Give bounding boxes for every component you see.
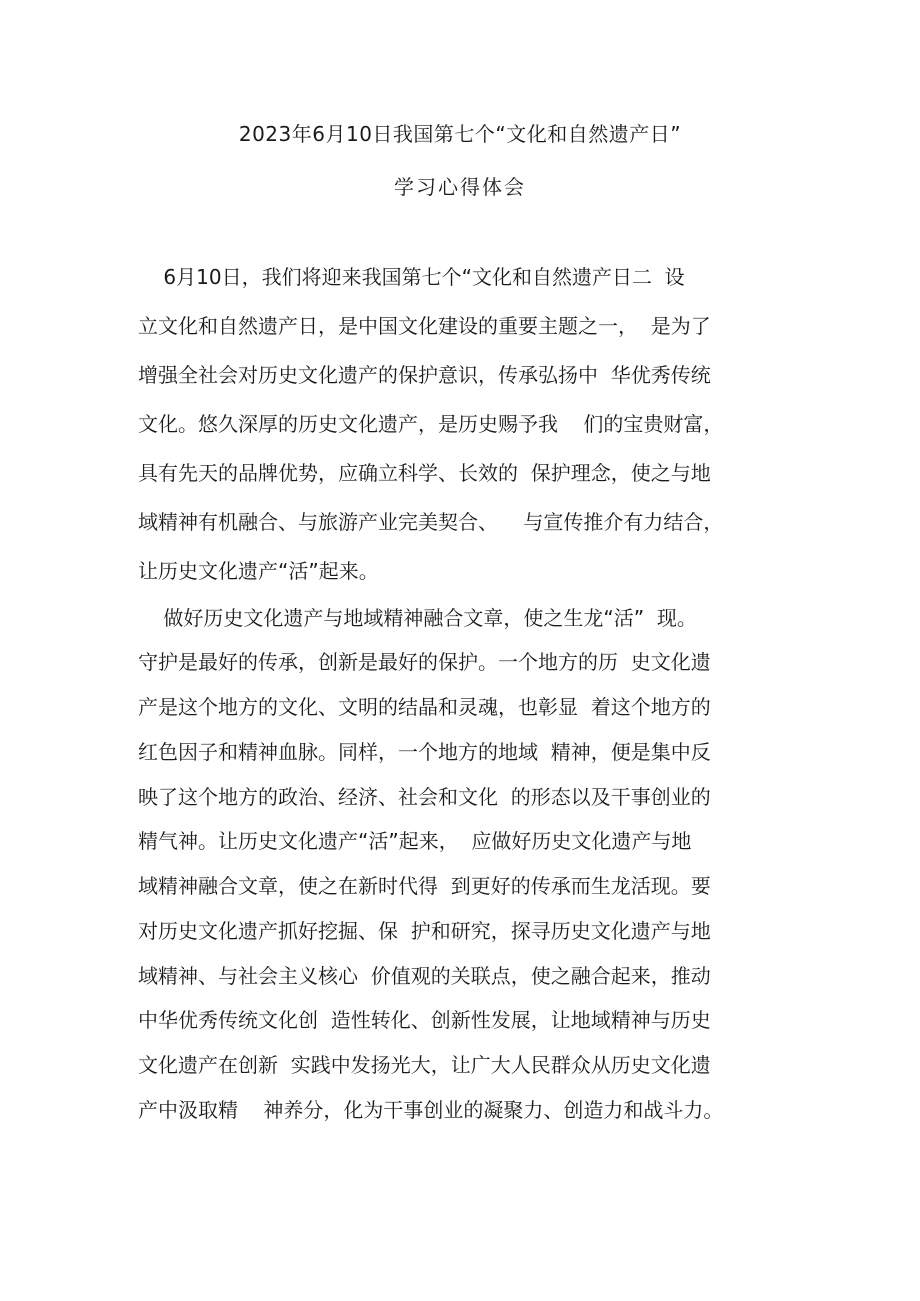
paragraph-line: 6月10日，我们将迎来我国第七个“文化和自然遗产日二 设 <box>138 265 685 289</box>
paragraph-line: 让历史文化遗产“活”起来。 <box>138 559 379 583</box>
paragraph-line: 增强全社会对历史文化遗产的保护意识，传承弘扬中 华优秀传统 <box>138 363 711 387</box>
paragraph-line: 守护是最好的传承，创新是最好的保护。一个地方的历 史文化遗 <box>138 650 711 674</box>
paragraph-line: 文化遗产在创新 实践中发扬光大，让广大人民群众从历史文化遗 <box>138 1053 711 1077</box>
paragraph-line: 产中汲取精 神养分，化为干事创业的凝聚力、创造力和战斗力。 <box>138 1098 724 1122</box>
paragraph-line: 对历史文化遗产抓好挖掘、保 护和研究，探寻历史文化遗产与地 <box>138 919 711 943</box>
paragraph-line: 域精神有机融合、与旅游产业完美契合、 与宣传推介有力结合， <box>138 510 724 534</box>
paragraph-line: 产是这个地方的文化、文明的结晶和灵魂，也彰显 着这个地方的 <box>138 695 711 719</box>
paragraph-line: 域精神、与社会主义核心 价值观的关联点，使之融合起来，推动 <box>138 964 711 988</box>
document-title-line-2: 学习心得体会 <box>394 175 526 199</box>
paragraph-line: 具有先天的品牌优势，应确立科学、长效的 保护理念，使之与地 <box>138 461 711 485</box>
paragraph-line: 文化。悠久深厚的历史文化遗产，是历史赐予我 们的宝贵财富， <box>138 412 724 436</box>
paragraph-line: 中华优秀传统文化创 造性转化、创新性发展，让地域精神与历史 <box>138 1008 711 1032</box>
paragraph-line: 域精神融合文章，使之在新时代得 到更好的传承而生龙活现。要 <box>138 874 711 898</box>
paragraph-line: 立文化和自然遗产日，是中国文化建设的重要主题之一， 是为了 <box>138 314 711 338</box>
paragraph-line: 红色因子和精神血脉。同样，一个地方的地域 精神，便是集中反 <box>138 740 711 764</box>
paragraph-line: 映了这个地方的政治、经济、社会和文化 的形态以及干事创业的 <box>138 785 711 809</box>
document-title-line-1: 2023年6月10日我国第七个“文化和自然遗产日” <box>238 122 682 146</box>
paragraph-line: 做好历史文化遗产与地域精神融合文章，使之生龙“活” 现。 <box>138 606 697 630</box>
paragraph-line: 精气神。让历史文化遗产“活”起来， 应做好历史文化遗产与地 <box>138 829 692 853</box>
